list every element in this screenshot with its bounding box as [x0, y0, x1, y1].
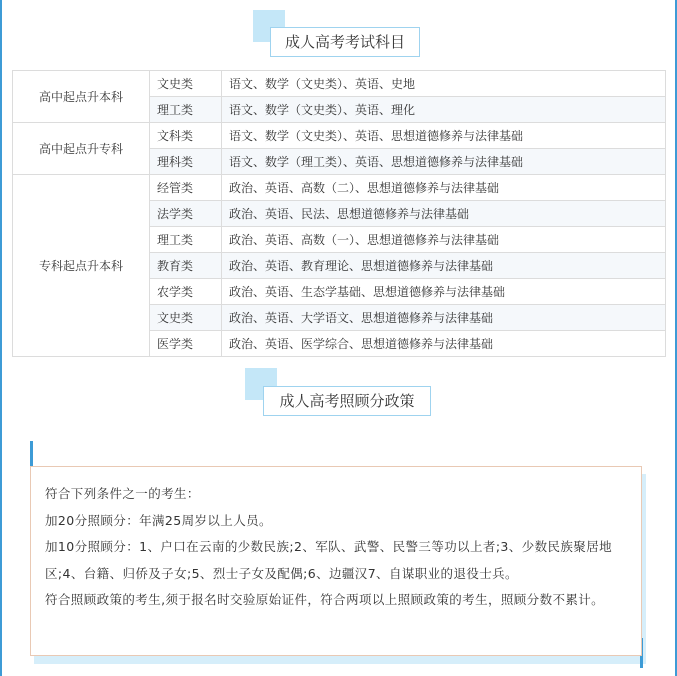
type-cell: 医学类	[150, 331, 222, 357]
table-row	[13, 71, 666, 97]
type-cell: 理科类	[150, 149, 222, 175]
table-row	[13, 175, 666, 201]
type-cell: 经管类	[150, 175, 222, 201]
section-title-exam-subjects: 成人高考考试科目	[270, 27, 420, 57]
type-cell: 文科类	[150, 123, 222, 149]
type-cell: 法学类	[150, 201, 222, 227]
type-cell: 文史类	[150, 71, 222, 97]
subjects-cell: 政治、英语、生态学基础、思想道德修养与法律基础	[222, 279, 666, 305]
subjects-cell: 政治、英语、医学综合、思想道德修养与法律基础	[222, 331, 666, 357]
category-cell: 专科起点升本科	[13, 175, 150, 357]
exam-subjects-table	[12, 70, 666, 357]
policy-note: 符合照顾政策的考生,须于报名时交验原始证件，符合两项以上照顾政策的考生，照顾分数不累计。	[45, 592, 605, 607]
subjects-cell: 语文、数学（文史类）、英语、史地	[222, 71, 666, 97]
subjects-cell: 政治、英语、民法、思想道德修养与法律基础	[222, 201, 666, 227]
subjects-cell: 语文、数学（文史类）、英语、理化	[222, 97, 666, 123]
subjects-cell: 语文、数学（文史类）、英语、思想道德修养与法律基础	[222, 123, 666, 149]
type-cell: 农学类	[150, 279, 222, 305]
type-cell: 教育类	[150, 253, 222, 279]
type-cell: 理工类	[150, 97, 222, 123]
type-cell: 理工类	[150, 227, 222, 253]
subjects-cell: 政治、英语、大学语文、思想道德修养与法律基础	[222, 305, 666, 331]
policy-bonus-20: 加20分照顾分：年满25周岁以上人员。	[45, 512, 272, 528]
category-cell: 高中起点升专科	[13, 123, 150, 175]
policy-accent-bar	[30, 441, 33, 469]
category-cell: 高中起点升本科	[13, 71, 150, 123]
type-cell: 文史类	[150, 305, 222, 331]
page-border-left	[0, 0, 2, 676]
subjects-cell: 政治、英语、高数（二）、思想道德修养与法律基础	[222, 175, 666, 201]
subjects-cell: 政治、英语、高数（一）、思想道德修养与法律基础	[222, 227, 666, 253]
bonus-policy-box	[30, 466, 642, 656]
subjects-cell: 语文、数学（理工类）、英语、思想道德修养与法律基础	[222, 149, 666, 175]
subjects-cell: 政治、英语、教育理论、思想道德修养与法律基础	[222, 253, 666, 279]
table-row	[13, 123, 666, 149]
policy-intro: 符合下列条件之一的考生：	[45, 486, 200, 501]
policy-bonus-10: 加10分照顾分：1、户口在云南的少数民族;2、军队、武警、民警三等功以上者;3、少数民族聚居地区;4、台籍、归侨及子女;5、烈士子女及配偶;6、边疆汉7、自谋职业的退役士兵。	[45, 539, 612, 581]
section-title-bonus-policy: 成人高考照顾分政策	[263, 386, 431, 416]
